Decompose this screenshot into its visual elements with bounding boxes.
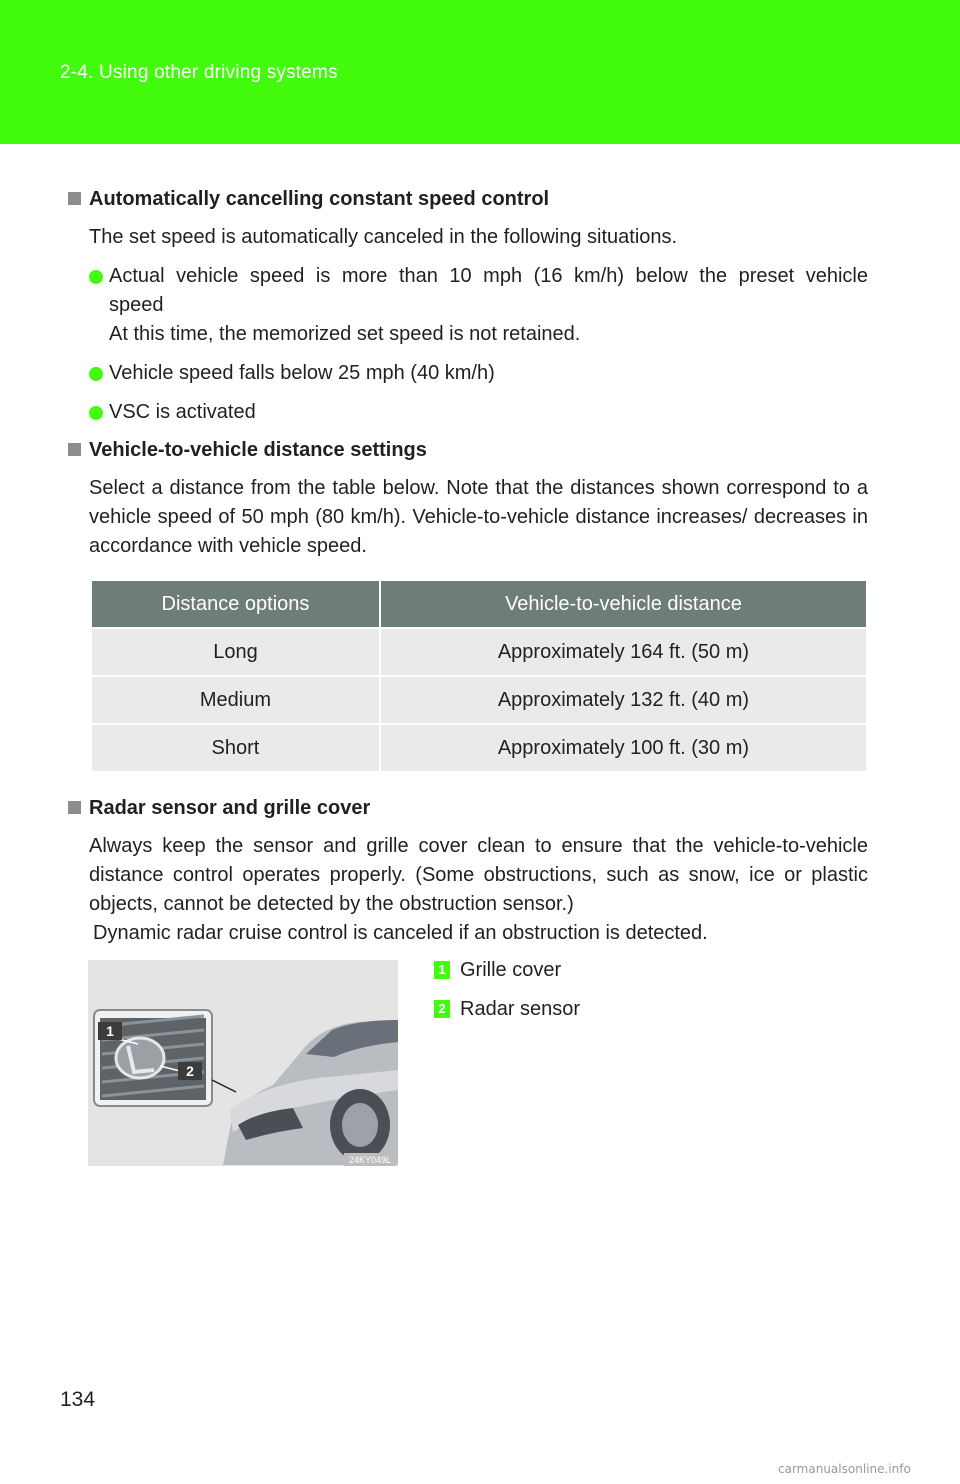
bullet-speed-25: Vehicle speed falls below 25 mph (40 km/h) xyxy=(68,359,868,388)
number-1-icon: 1 xyxy=(434,961,450,979)
distance-table xyxy=(92,581,868,773)
auto-cancel-intro: The set speed is automatically canceled in the following situations. xyxy=(89,226,678,248)
bullet-dot-icon xyxy=(89,367,103,381)
callout-1: 1 xyxy=(106,1023,114,1039)
callout-2: 2 xyxy=(186,1063,194,1079)
table-cell: Medium xyxy=(92,676,380,724)
heading-distance-settings: Vehicle-to-vehicle distance settings xyxy=(68,435,868,465)
table-cell: Long xyxy=(92,628,380,676)
legend-item-grille-cover: 1 Grille cover xyxy=(434,956,580,995)
table-cell: Short xyxy=(92,724,380,772)
header-bar xyxy=(0,0,960,144)
square-bullet-icon xyxy=(68,801,81,814)
bullet-vsc: VSC is activated xyxy=(68,398,868,427)
figure-legend xyxy=(434,956,580,1034)
table-header: Distance options xyxy=(92,581,380,628)
number-2-icon: 2 xyxy=(434,1000,450,1018)
figure-code: 24KY049L xyxy=(348,1155,392,1165)
legend-item-radar-sensor: 2 Radar sensor xyxy=(434,995,580,1034)
bullet-speed-below: Actual vehicle speed is more than 10 mph (16 km/h) below the preset vehicle speed At this time, the memorized set speed is not retained. xyxy=(68,262,868,349)
bullet-dot-icon xyxy=(89,406,103,420)
table-header: Vehicle-to-vehicle distance xyxy=(380,581,867,628)
table-row xyxy=(92,724,867,772)
table-row xyxy=(92,628,867,676)
bullet-dot-icon xyxy=(89,270,103,284)
table-cell: Approximately 132 ft. (40 m) xyxy=(380,676,867,724)
table-header-row xyxy=(92,581,867,628)
section-title: 2-4. Using other driving systems xyxy=(60,62,338,83)
content xyxy=(68,184,868,948)
car-grille-illustration xyxy=(88,960,398,1166)
radar-sensor-text: Always keep the sensor and grille cover clean to ensure that the vehicle-to-vehicle distance control operates properly. (Some obstructions, such as snow, ice or plastic objects, cannot be detected by the obstruction sensor.) xyxy=(89,835,868,915)
square-bullet-icon xyxy=(68,192,81,205)
radar-sensor-text-2: Dynamic radar cruise control is canceled if an obstruction is detected. xyxy=(93,922,708,944)
square-bullet-icon xyxy=(68,443,81,456)
distance-settings-text: Select a distance from the table below. Note that the distances shown correspond to a vehicle speed of 50 mph (80 km/h). Vehicle-to-vehicle distance increases/ decreases in accordance with vehicle speed. xyxy=(89,477,868,557)
heading-auto-cancel: Automatically cancelling constant speed control xyxy=(68,184,868,214)
page-number: 134 xyxy=(60,1388,96,1411)
heading-radar-sensor: Radar sensor and grille cover xyxy=(68,793,868,823)
table-row xyxy=(92,676,867,724)
table-cell: Approximately 164 ft. (50 m) xyxy=(380,628,867,676)
watermark: carmanualsonline.info xyxy=(778,1462,911,1476)
car-illustration xyxy=(88,960,398,1166)
table-cell: Approximately 100 ft. (30 m) xyxy=(380,724,867,772)
